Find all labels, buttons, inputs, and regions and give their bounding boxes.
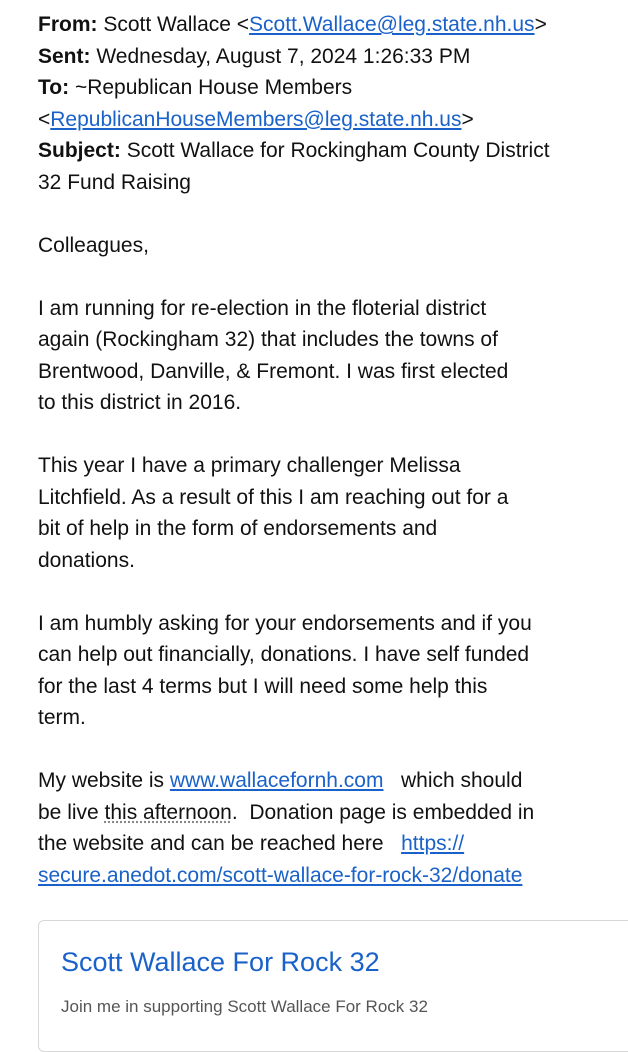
paragraph-1-line: Brentwood, Danville, & Fremont. I was first elected bbox=[38, 359, 509, 383]
greeting: Colleagues, bbox=[38, 233, 149, 257]
paragraph-4-line-3 bbox=[38, 828, 628, 860]
paragraph-1-line: I am running for re-election in the floterial district bbox=[38, 296, 487, 320]
paragraph-1-line: again (Rockingham 32) that includes the towns of bbox=[38, 328, 498, 351]
sent-label: Sent: bbox=[38, 44, 91, 68]
to-line bbox=[38, 72, 628, 104]
to-name: ~Republican House Members bbox=[74, 76, 353, 99]
paragraph-3-line: I am humbly asking for your endorsements and if you bbox=[38, 611, 532, 635]
website-link[interactable]: www.wallacefornh.com bbox=[169, 769, 384, 792]
from-close: > bbox=[534, 13, 547, 36]
link-preview-title[interactable]: Scott Wallace For Rock 32 bbox=[61, 947, 380, 977]
to-close: > bbox=[461, 107, 474, 131]
paragraph-2 bbox=[38, 450, 628, 576]
live-suffix: . Donation page is embedded in bbox=[231, 800, 535, 824]
paragraph-3-line: for the last 4 terms but I will need some help this bbox=[38, 674, 488, 698]
afternoon-datetime[interactable]: this afternoon bbox=[104, 800, 232, 824]
paragraph-1 bbox=[38, 293, 628, 419]
donate-link-part-2[interactable]: secure.anedot.com/scott-wallace-for-rock-32/donate bbox=[38, 863, 523, 887]
subject-line bbox=[38, 135, 628, 167]
paragraph-3-line: can help out financially, donations. I have self funded bbox=[38, 643, 530, 666]
website-suffix: which should bbox=[383, 769, 523, 792]
subject-line-2 bbox=[38, 167, 628, 199]
to-email-line bbox=[38, 104, 628, 136]
to-email-link[interactable]: RepublicanHouseMembers@leg.state.nh.us bbox=[50, 107, 462, 131]
sent-value: Wednesday, August 7, 2024 1:26:33 PM bbox=[96, 44, 471, 68]
paragraph-3-line: term. bbox=[38, 706, 86, 729]
link-preview-description: Join me in supporting Scott Wallace For Rock 32 bbox=[61, 997, 428, 1016]
paragraph-2-line: Litchfield. As a result of this I am reaching out for a bbox=[38, 485, 509, 509]
paragraph-4 bbox=[38, 765, 628, 891]
to-label: To: bbox=[38, 76, 70, 99]
from-name: Scott Wallace < bbox=[103, 13, 250, 36]
paragraph-4-line-4 bbox=[38, 860, 628, 892]
from-line bbox=[38, 9, 628, 41]
from-email-link[interactable]: Scott.Wallace@leg.state.nh.us bbox=[249, 13, 535, 36]
paragraph-2-line: donations. bbox=[38, 548, 135, 572]
subject-label: Subject: bbox=[38, 139, 121, 162]
email-message bbox=[38, 9, 628, 891]
subject-text-1: Scott Wallace for Rockingham County District bbox=[126, 139, 550, 162]
paragraph-4-line-2 bbox=[38, 797, 628, 829]
donate-link-part-1[interactable]: https:// bbox=[401, 832, 465, 855]
to-open: < bbox=[38, 107, 51, 131]
from-label: From: bbox=[38, 13, 98, 36]
paragraph-3 bbox=[38, 608, 628, 734]
sent-line bbox=[38, 41, 628, 73]
paragraph-1-line: to this district in 2016. bbox=[38, 391, 242, 414]
paragraph-4-line-1 bbox=[38, 765, 628, 797]
link-preview-card[interactable] bbox=[38, 920, 628, 1052]
subject-text-2: 32 Fund Raising bbox=[38, 170, 191, 194]
reach-prefix: the website and can be reached here bbox=[38, 832, 402, 855]
paragraph-2-line: bit of help in the form of endorsements and bbox=[38, 517, 438, 540]
paragraph-2-line: This year I have a primary challenger Melissa bbox=[38, 454, 461, 477]
live-prefix: be live bbox=[38, 800, 105, 824]
website-prefix: My website is bbox=[38, 769, 170, 792]
